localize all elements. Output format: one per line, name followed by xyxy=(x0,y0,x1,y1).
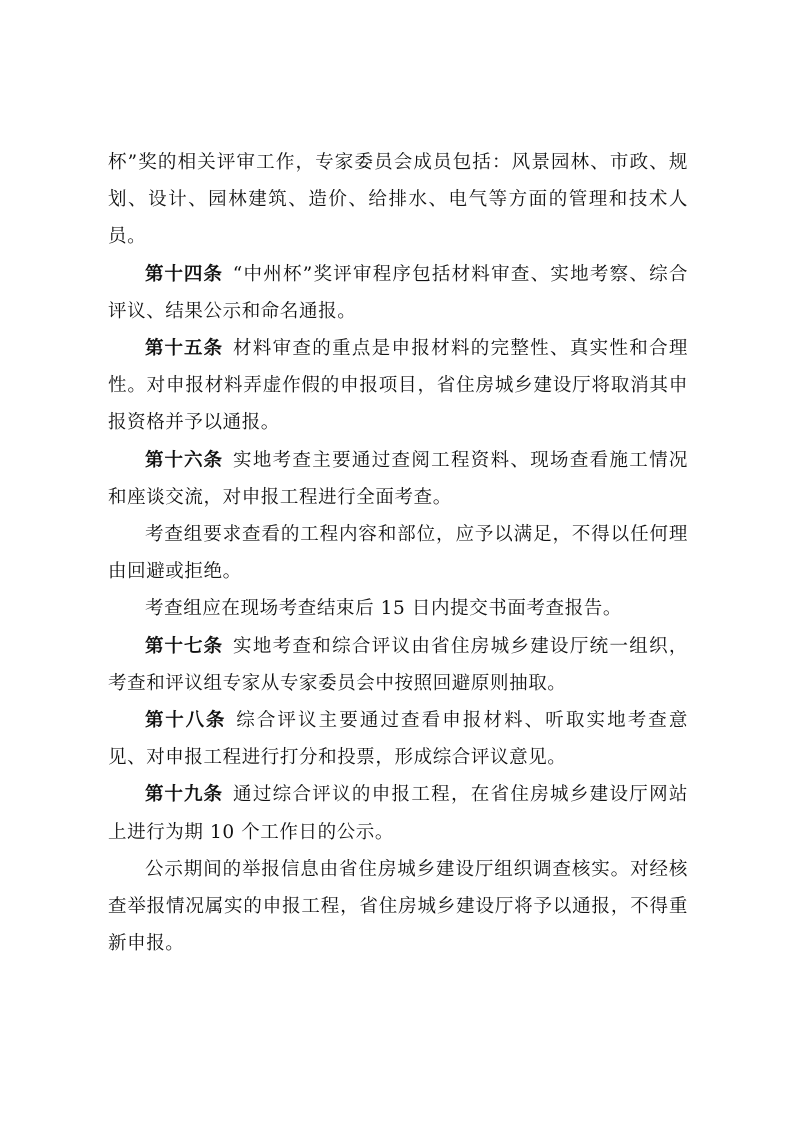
article-16-subparagraph-2 xyxy=(108,590,688,627)
article-number: 第十九条 xyxy=(145,784,224,806)
paragraph-text: 材料审查的重点是申报材料的完整性、真实性和合理性。对申报材料弄虚作假的申报项目，省住房城乡建设厅将取消其申报资格并予以通报。 xyxy=(108,338,688,434)
paragraph-text: 公示期间的举报信息由省住房城乡建设厅组织调查核实。对经核查举报情况属实的申报工程，省住房城乡建设厅将予以通报，不得重新申报。 xyxy=(108,858,688,955)
paragraph-text: 考查组应在现场考查结束后 15 日内提交书面考查报告。 xyxy=(145,598,623,620)
paragraph-text: 综合评议主要通过查看申报材料、听取实地考查意见、对申报工程进行打分和投票，形成综合评议意见。 xyxy=(108,710,688,769)
article-number: 第十五条 xyxy=(145,338,224,360)
article-number: 第十六条 xyxy=(145,449,224,471)
article-18-paragraph xyxy=(108,702,688,776)
paragraph-text: “中州杯”奖评审程序包括材料审查、实地考察、综合评议、结果公示和命名通报。 xyxy=(108,263,688,322)
paragraph-text: 实地考查和综合评议由省住房城乡建设厅统一组织，考查和评议组专家从专家委员会中按照回避原则抽取。 xyxy=(108,635,688,694)
article-19-paragraph xyxy=(108,776,688,850)
article-number: 第十八条 xyxy=(145,710,227,732)
article-number: 第十四条 xyxy=(145,263,223,285)
document-body xyxy=(108,144,688,962)
article-number: 第十七条 xyxy=(145,635,224,657)
article-16-subparagraph-1 xyxy=(108,516,688,590)
article-15-paragraph xyxy=(108,330,688,442)
paragraph-text: 考查组要求查看的工程内容和部位，应予以满足，不得以任何理由回避或拒绝。 xyxy=(108,524,688,583)
article-19-subparagraph-1 xyxy=(108,851,688,963)
paragraph-text: 杯”奖的相关评审工作，专家委员会成员包括：风景园林、市政、规划、设计、园林建筑、造价、给排水、电气等方面的管理和技术人员。 xyxy=(108,152,688,248)
paragraph-text: 通过综合评议的申报工程，在省住房城乡建设厅网站上进行为期 10 个工作日的公示。 xyxy=(108,784,688,843)
article-17-paragraph xyxy=(108,628,688,702)
article-14-paragraph xyxy=(108,256,688,330)
paragraph-text: 实地考查主要通过查阅工程资料、现场查看施工情况和座谈交流，对申报工程进行全面考查。 xyxy=(108,449,688,508)
article-16-paragraph xyxy=(108,442,688,516)
paragraph-continuation xyxy=(108,144,688,256)
